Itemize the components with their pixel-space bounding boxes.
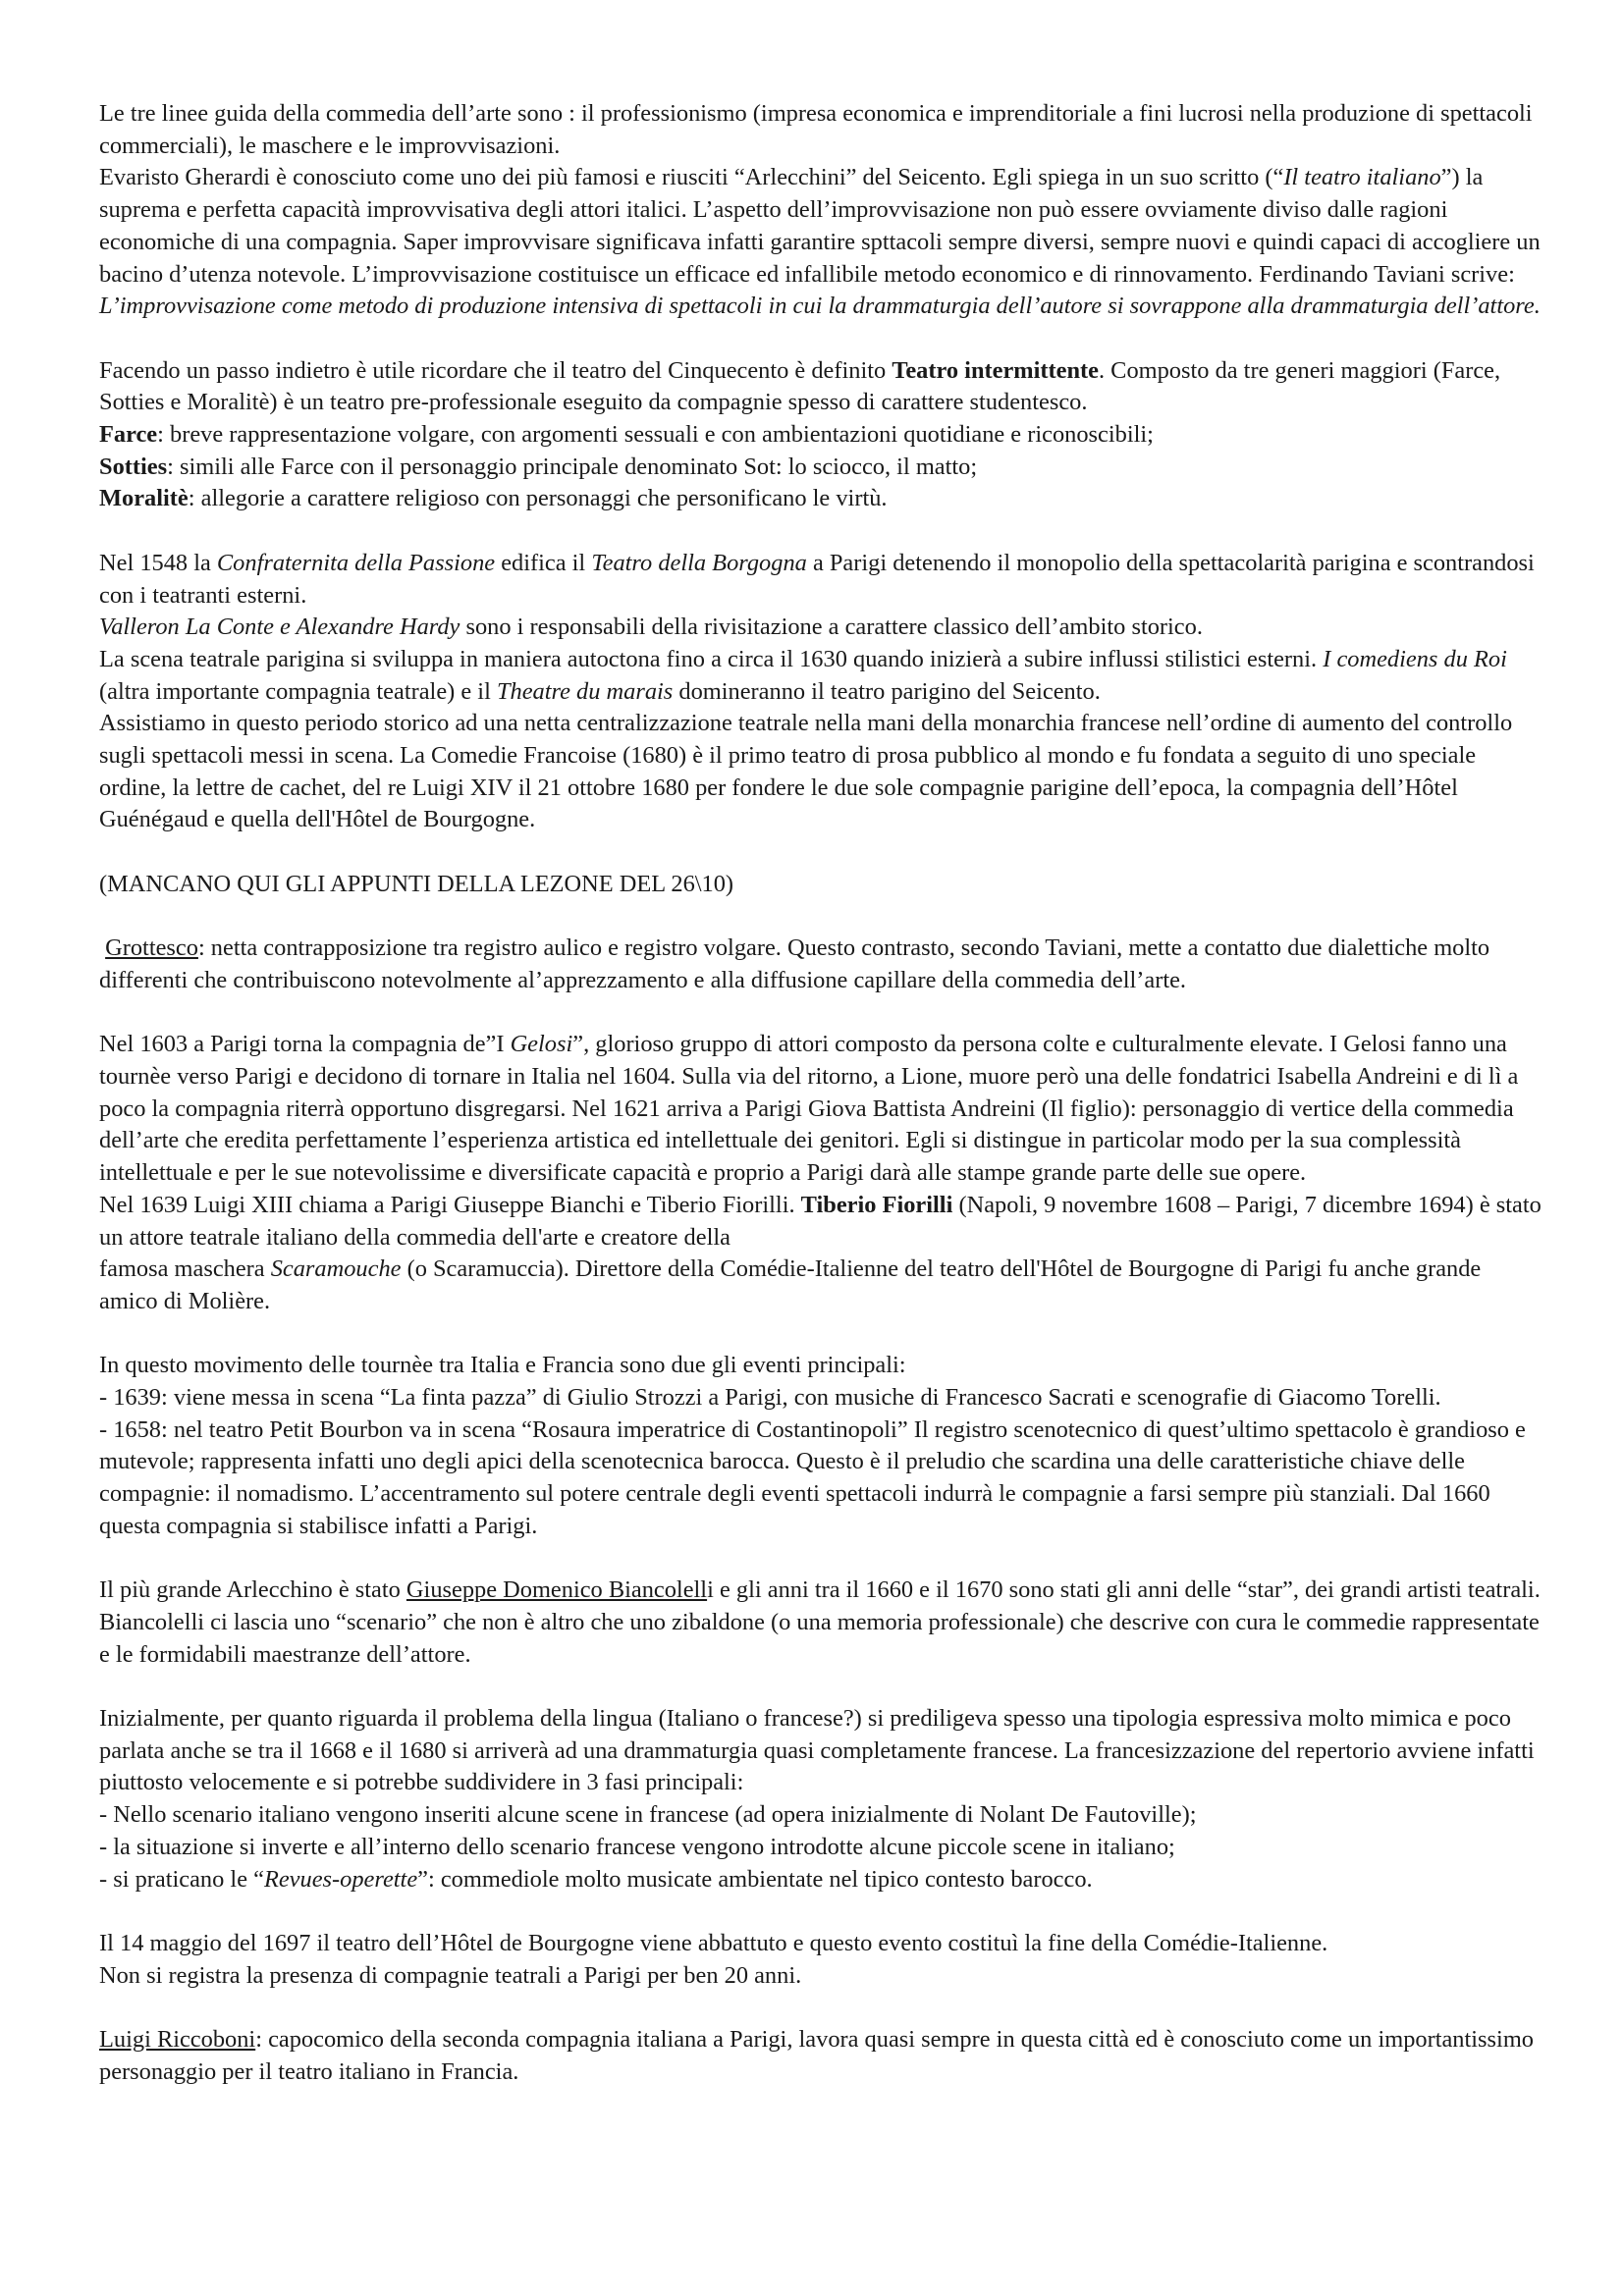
gelosi-text-f: (Napoli, 9 novembre 1608 – Parigi, 7 dicembre 1694) è stato un attore teatrale italiano della commedia dell'arte e creatore della bbox=[99, 1191, 1542, 1251]
valleron-hardy-names: Valleron La Conte e Alexandre Hardy bbox=[99, 614, 460, 641]
revues-operette: Revues-operette bbox=[263, 1865, 418, 1893]
intro-sentence: Le tre linee guida della commedia dell’arte sono : il professionismo (impresa economica e imprenditoriale a fini lucrosi nella produzione di spettacoli commerciali), le maschere e le improvvisazioni. bbox=[99, 100, 1533, 159]
sotties-definition: : simili alle Farce con il personaggio principale denominato Sot: lo sciocco, il matto; bbox=[167, 453, 978, 480]
p1548-text-g: sono i responsabili della rivisitazione a carattere classico dell’ambito storico. bbox=[460, 614, 1203, 641]
paragraph-lingua bbox=[99, 1703, 1542, 1896]
p1548-text-c: edifica il bbox=[495, 549, 592, 576]
paragraph-1697 bbox=[99, 1928, 1542, 1992]
farce-term: Farce bbox=[99, 421, 158, 449]
p1548-text-h: La scena teatrale parigina si sviluppa in maniera autoctona fino a circa il 1630 quando inizierà a subire influssi stilistici esterni. bbox=[99, 645, 1324, 672]
riccoboni-name: Luigi Riccoboni bbox=[99, 2026, 256, 2054]
theatre-du-marais: Theatre du marais bbox=[496, 677, 674, 705]
p1548-text-l: domineranno il teatro parigino del Seicento. bbox=[673, 677, 1101, 705]
gelosi-text-c: ”, glorioso gruppo di attori composto da persona colte e culturalmente elevate. I Gelosi fanno una tournèe verso Parigi e decidono di tornare in Italia nel 1604. Sulla via del ritorno, a Lione, muore però una delle fondatrici Isabella Andreini e di lì a poco la compagnia riterrà opportuno disgregarsi. Nel 1621 arriva a Parigi Giova Battista Andreini (Il figlio): personaggio di vertice della commedia dell’arte che eredita perfettamente l’esperienza artistica ed intellettuale dei genitori. Egli si distingue in particolar modo per la sua complessità intellettuale e per le sue notevolissime e diversificate capacità e proprio a Parigi darà alle stampe grande parte delle sue opere. bbox=[99, 1031, 1519, 1187]
gherardi-text-2: ”) la suprema e perfetta capacità improvvisativa degli attori italici. L’aspetto dell’improvvisazione non può essere ovviamente diviso dalle ragioni economiche di una compagnia. Saper improvvisare significava infatti garantire spttacoli sempre diversi, sempre nuovi e quindi capaci di accogliere un bacino d’utenza notevole. L’improvvisazione costituisce un efficace ed infallibile metodo economico e di rinnovamento. Ferdinando Taviani scrive: bbox=[99, 164, 1541, 288]
grottesco-definition: : netta contrapposizione tra registro aulico e registro volgare. Questo contrasto, secondo Taviani, mette a contatto due dialettiche molto differenti che contribuiscono notevolmente al’apprezzamento e alla diffusione capillare della commedia dell’arte. bbox=[99, 934, 1490, 993]
document-page bbox=[99, 98, 1542, 2120]
intermittente-text-1: Facendo un passo indietro è utile ricordare che il teatro del Cinquecento è definito bbox=[99, 356, 893, 384]
gherardi-text-1: Evaristo Gherardi è conosciuto come uno dei più famosi e riusciti “Arlecchini” del Seicento. Egli spiega in un suo scritto (“ bbox=[99, 164, 1284, 191]
lingua-phase-3-a: - si praticano le “ bbox=[99, 1865, 264, 1893]
comediens-du-roi: I comediens du Roi bbox=[1323, 645, 1507, 672]
confraternita-name: Confraternita della Passione bbox=[216, 549, 496, 576]
intermittente-term: Teatro intermittente bbox=[892, 356, 1099, 384]
gelosi-text-i: (o Scaramuccia). Direttore della Comédie-Italienne del teatro dell'Hôtel de Bourgogne di Parigi fu anche grande amico di Molière. bbox=[99, 1255, 1482, 1314]
gelosi-name: Gelosi bbox=[510, 1031, 573, 1058]
moralite-definition: : allegorie a carattere religioso con personaggi che personificano le virtù. bbox=[188, 485, 888, 512]
gelosi-text-g: famosa maschera bbox=[99, 1255, 271, 1283]
lingua-phase-1: - Nello scenario italiano vengono inseriti alcune scene in francese (ad opera inizialmente di Nolant De Fautoville); bbox=[99, 1801, 1197, 1829]
tournee-intro: In questo movimento delle tournèe tra Italia e Francia sono due gli eventi principali: bbox=[99, 1352, 906, 1379]
tournee-item-1658: - 1658: nel teatro Petit Bourbon va in scena “Rosaura imperatrice di Costantinopoli” Il registro scenotecnico di quest’ultimo spettacolo è grandioso e mutevole; rappresenta infatti uno degli apici della scenotecnica barocca. Questo è il preludio che scardina una delle caratteristiche chiave delle compagnie: il nomadismo. L’accentramento sul potere centrale degli eventi spettacoli indurrà le compagnie a farsi sempre più stanziali. Dal 1660 questa compagnia si stabilisce infatti a Parigi. bbox=[99, 1415, 1526, 1539]
gherardi-title: Il teatro italiano bbox=[1283, 164, 1441, 191]
taviani-quote: L’improvvisazione come metodo di produzione intensiva di spettacoli in cui la drammaturgia dell’autore si sovrappone alla drammaturgia dell’attore. bbox=[99, 293, 1541, 320]
paragraph-tournee bbox=[99, 1350, 1542, 1542]
riccoboni-definition: : capocomico della seconda compagnia italiana a Parigi, lavora quasi sempre in questa città ed è conosciuto come un importantissimo personaggio per il teatro italiano in Francia. bbox=[99, 2026, 1534, 2085]
teatro-borgogna-name: Teatro della Borgogna bbox=[591, 549, 807, 576]
grottesco-term: Grottesco bbox=[105, 934, 198, 962]
gelosi-text-a: Nel 1603 a Parigi torna la compagnia de”I bbox=[99, 1031, 511, 1058]
p1548-text-a: Nel 1548 la bbox=[99, 549, 217, 576]
paragraph-riccoboni bbox=[99, 2024, 1542, 2088]
fiorilli-name: Tiberio Fiorilli bbox=[800, 1191, 953, 1218]
biancolelli-name: Giuseppe Domenico Biancolell bbox=[406, 1576, 708, 1604]
paragraph-1548 bbox=[99, 548, 1542, 836]
scaramouche-name: Scaramouche bbox=[270, 1255, 402, 1283]
p1548-text-m: Assistiamo in questo periodo storico ad una netta centralizzazione teatrale nella mani della monarchia francese nell’ordine di aumento del controllo sugli spettacoli messi in scena. La Comedie Francoise (1680) è il primo teatro di prosa pubblico al mondo e fu fondata a seguito di uno speciale ordine, la lettre de cachet, del re Luigi XIV il 21 ottobre 1680 per fondere le due sole compagnie parigine dell’epoca, la compagnia dell’Hôtel Guénégaud e quella dell'Hôtel de Bourgogne. bbox=[99, 710, 1513, 833]
p1697-text-a: Il 14 maggio del 1697 il teatro dell’Hôtel de Bourgogne viene abbattuto e questo evento costituì la fine della Comédie-Italienne. bbox=[99, 1929, 1328, 1956]
lingua-phase-2: - la situazione si inverte e all’interno dello scenario francese vengono introdotte alcune piccole scene in italiano; bbox=[99, 1833, 1175, 1860]
paragraph-intro bbox=[99, 98, 1542, 323]
paragraph-missing-notes bbox=[99, 869, 1542, 901]
paragraph-teatro-intermittente bbox=[99, 355, 1542, 516]
sotties-term: Sotties bbox=[99, 453, 168, 480]
p1548-text-e: a Parigi detenendo il monopolio della spettacolarità parigina e scontrandosi con i teatranti esterni. bbox=[99, 549, 1535, 609]
missing-notes-text: (MANCANO QUI GLI APPUNTI DELLA LEZONE DEL 26\10) bbox=[99, 870, 734, 897]
intermittente-text-2: . Composto da tre generi maggiori (Farce, Sotties e Moralitè) è un teatro pre-professionale eseguito da compagnie spesso di carattere studentesco. bbox=[99, 356, 1501, 416]
p1697-text-b: Non si registra la presenza di compagnie teatrali a Parigi per ben 20 anni. bbox=[99, 1961, 802, 1989]
moralite-term: Moralitè bbox=[99, 485, 189, 512]
arlecchino-text-a: Il più grande Arlecchino è stato bbox=[99, 1576, 406, 1604]
paragraph-grottesco bbox=[99, 933, 1542, 996]
tournee-item-1639: - 1639: viene messa in scena “La finta pazza” di Giulio Strozzi a Parigi, con musiche di Francesco Sacrati e scenografie di Giacomo Torelli. bbox=[99, 1384, 1441, 1412]
arlecchino-text-c: i e gli anni tra il 1660 e il 1670 sono stati gli anni delle “star”, dei grandi artisti teatrali. Biancolelli ci lascia uno “scenario” che non è altro che uno zibaldone (o una memoria professionale) che descrive con cura le commedie rappresentate e le formidabili maestranze dell’attore. bbox=[99, 1576, 1541, 1668]
p1548-text-j: (altra importante compagnia teatrale) e il bbox=[99, 677, 497, 705]
gelosi-text-d: Nel 1639 Luigi XIII chiama a Parigi Giuseppe Bianchi e Tiberio Fiorilli. bbox=[99, 1191, 801, 1218]
paragraph-gelosi bbox=[99, 1029, 1542, 1317]
farce-definition: : breve rappresentazione volgare, con argomenti sessuali e con ambientazioni quotidiane e riconoscibili; bbox=[157, 421, 1154, 449]
lingua-intro: Inizialmente, per quanto riguarda il problema della lingua (Italiano o francese?) si prediligeva spesso una tipologia espressiva molto mimica e poco parlata anche se tra il 1668 e il 1680 si arriverà ad una drammaturgia quasi completamente francese. La francesizzazione del repertorio avviene infatti piuttosto velocemente e si potrebbe suddividere in 3 fasi principali: bbox=[99, 1705, 1535, 1796]
lingua-phase-3-c: ”: commediole molto musicate ambientate nel tipico contesto barocco. bbox=[417, 1865, 1093, 1893]
paragraph-arlecchino bbox=[99, 1575, 1542, 1671]
